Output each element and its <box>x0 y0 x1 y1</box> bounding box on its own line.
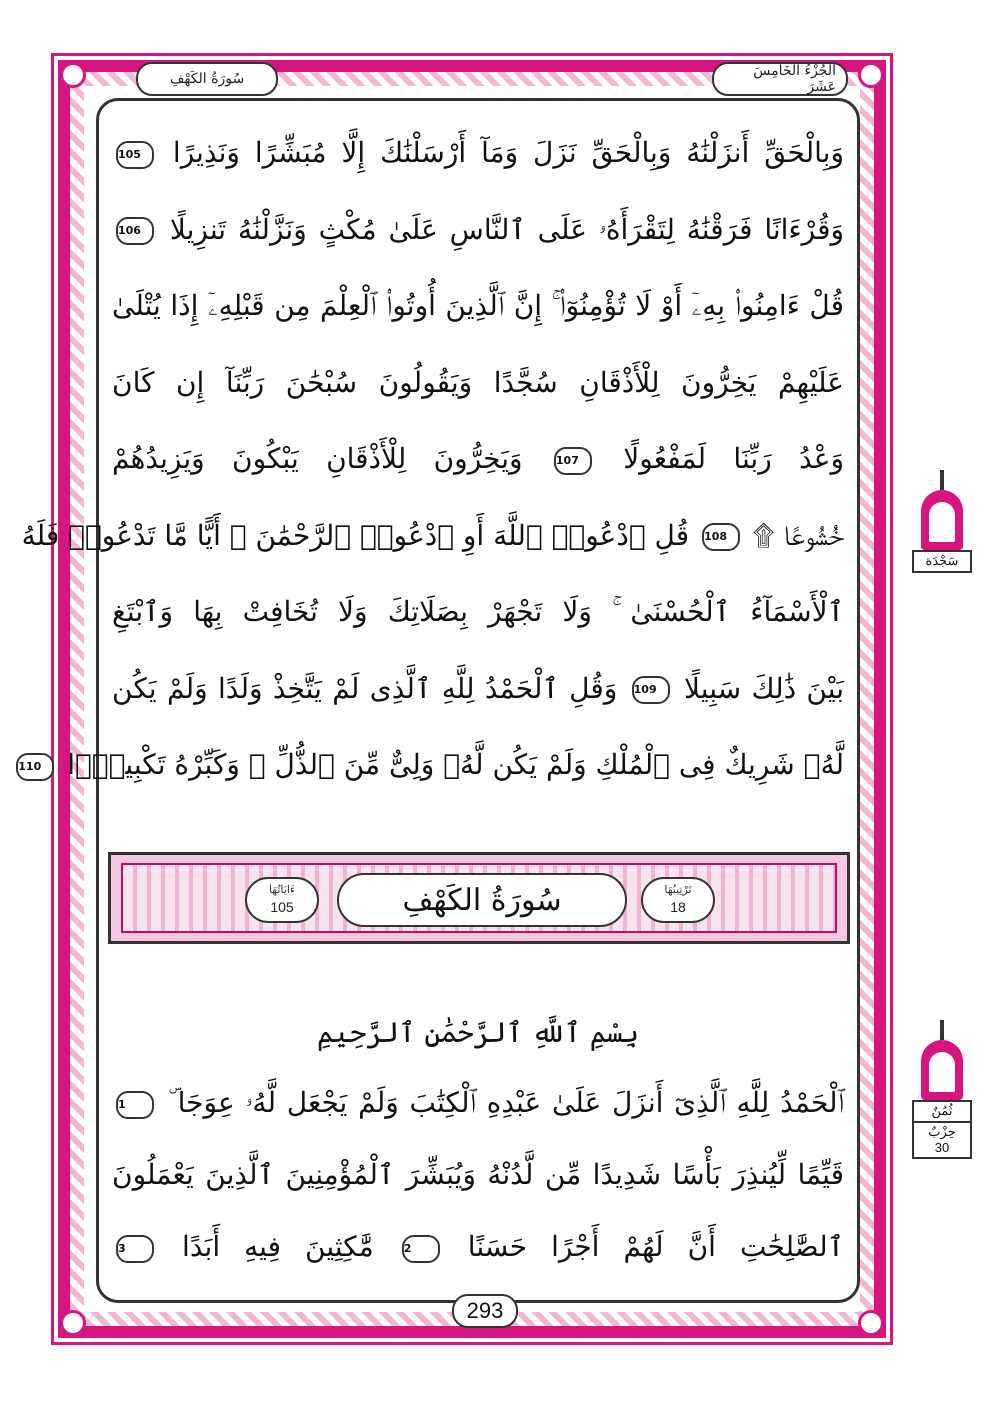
ayah-number-marker: 3 <box>116 1235 154 1263</box>
ayah-number-marker: 109 <box>632 676 670 704</box>
hizb-label <box>912 1123 972 1159</box>
verse-text: عَلَيْهِمْ يَخِرُّونَ لِلْأَذْقَانِ سُجَّدًا وَيَقُولُونَ سُبْحَٰنَ رَبِّنَآ إِن كَانَ <box>112 365 844 399</box>
bismillah: بِسْمِ ٱللَّهِ ٱلرَّحْمَٰنِ ٱلرَّحِيمِ <box>316 1016 639 1049</box>
verses-label: ءَايَاتُهَا <box>268 883 296 896</box>
verse-line <box>18 736 844 794</box>
ayah-number-marker: 107 <box>554 447 592 475</box>
corner-ornament-icon <box>858 62 884 88</box>
verse-text: خُشُوعًا ۩ <box>752 518 844 552</box>
order-medallion <box>641 877 715 923</box>
marker-pin-icon <box>940 470 944 490</box>
corner-ornament-icon <box>60 62 86 88</box>
ayah-number-marker: 108 <box>702 523 740 551</box>
verse-text: ٱلْحَمْدُ لِلَّهِ ٱلَّذِىٓ أَنزَلَ عَلَىٰ عَبْدِهِ ٱلْكِتَٰبَ وَلَمْ يَجْعَل لَّهُۥ عِوَجَا ۜ <box>168 1086 844 1119</box>
verse-line <box>112 354 844 412</box>
verse-text: لَّهُۥ شَرِيكٌ فِى ٱلْمُلْكِ وَلَمْ يَكُن لَّهُۥ وَلِىٌّ مِّنَ ٱلذُّلِّ ۖ وَكَبِّرْهُ تَكْبِيرًۢا <box>67 748 844 781</box>
ayah-number-marker: 105 <box>116 141 154 169</box>
marker-pin-icon <box>940 1020 944 1040</box>
verse-text: وَعْدُ رَبِّنَا لَمَفْعُولًا <box>623 442 845 475</box>
surah-header-banner <box>108 852 850 944</box>
verse-text: مَّٰكِثِينَ فِيهِ أَبَدًا <box>182 1230 374 1263</box>
page-number: 293 <box>452 1294 518 1328</box>
verse-line <box>112 201 844 259</box>
hizb-number: 30 <box>934 1140 950 1155</box>
corner-ornament-icon <box>858 1310 884 1336</box>
verse-text: وَيَخِرُّونَ لِلْأَذْقَانِ يَبْكُونَ وَيَزِيدُهُمْ <box>112 442 523 475</box>
verse-line <box>112 430 844 488</box>
surah-name-tab: سُورَةُ الكَهْفِ <box>136 62 278 96</box>
hizb-word: حِزْبٌ <box>928 1125 956 1140</box>
verse-text: قُلِ ٱدْعُوا۟ ٱللَّهَ أَوِ ٱدْعُوا۟ ٱلرَّحْمَٰنَ ۖ أَيًّا مَّا تَدْعُوا۟ فَلَهُ <box>21 518 690 552</box>
verse-text: ٱلْأَسْمَآءُ ٱلْحُسْنَىٰ ۚ وَلَا تَجْهَرْ بِصَلَاتِكَ وَلَا تُخَافِتْ بِهَا وَٱبْتَغِ <box>112 595 844 628</box>
verse-line <box>112 660 844 718</box>
sajda-marker <box>912 470 972 573</box>
dome-ornament-icon <box>921 1040 963 1100</box>
verse-line <box>112 124 844 182</box>
verse-line <box>112 1146 844 1204</box>
dome-ornament-icon <box>921 490 963 550</box>
verses-count-medallion <box>245 877 319 923</box>
ayah-number-marker: 106 <box>116 217 154 245</box>
verse-text: وَقُرْءَانًا فَرَقْنَٰهُ لِتَقْرَأَهُۥ عَلَى ٱلنَّاسِ عَلَىٰ مُكْثٍ وَنَزَّلْنَٰهُ تَنزِيلًا <box>169 212 844 246</box>
thumun-label: ثُمُنٌ <box>912 1100 972 1123</box>
surah-title: سُورَةُ الكَهْفِ <box>337 873 627 927</box>
verses-value: 105 <box>270 899 294 915</box>
verse-line <box>21 507 844 565</box>
verse-line <box>112 583 844 641</box>
ayah-number-marker: 110 <box>16 753 54 781</box>
verse-text: قَيِّمًا لِّيُنذِرَ بَأْسًا شَدِيدًا مِّن لَّدُنْهُ وَيُبَشِّرَ ٱلْمُؤْمِنِينَ ٱلَّذِينَ يَعْمَلُونَ <box>112 1158 844 1191</box>
ayah-number-marker: 2 <box>402 1235 440 1263</box>
hizb-marker <box>912 1020 972 1159</box>
sajda-label: سَجْدَة <box>912 550 972 573</box>
order-value: 18 <box>670 899 686 915</box>
verse-text: وَبِالْحَقِّ أَنزَلْنَٰهُ وَبِالْحَقِّ نَزَلَ وَمَآ أَرْسَلْنَٰكَ إِلَّا مُبَشِّرًا وَنَذِيرًا <box>172 136 844 169</box>
order-label: تَرْتِيبُهَا <box>664 883 692 896</box>
verse-text: وَقُلِ ٱلْحَمْدُ لِلَّهِ ٱلَّذِى لَمْ يَتَّخِذْ وَلَدًا وَلَمْ يَكُن <box>112 671 618 705</box>
verse-text: بَيْنَ ذَٰلِكَ سَبِيلًا <box>684 671 844 705</box>
verse-text: ٱلصَّٰلِحَٰتِ أَنَّ لَهُمْ أَجْرًا حَسَنًا <box>467 1230 845 1263</box>
corner-ornament-icon <box>60 1310 86 1336</box>
ayah-number-marker: 1 <box>116 1091 154 1119</box>
juz-name-tab: الجُزْءُ الخَامِسَ عَشَرَ <box>712 62 848 96</box>
verse-line <box>112 1074 844 1132</box>
verse-line <box>112 277 844 335</box>
verse-line <box>112 1218 844 1276</box>
verse-text: قُلْ ءَامِنُوا۟ بِهِۦٓ أَوْ لَا تُؤْمِنُوٓا۟ ۚ إِنَّ ٱلَّذِينَ أُوتُوا۟ ٱلْعِلْمَ مِن قَبْلِهِۦٓ إِذَا يُتْلَىٰ <box>112 289 844 322</box>
